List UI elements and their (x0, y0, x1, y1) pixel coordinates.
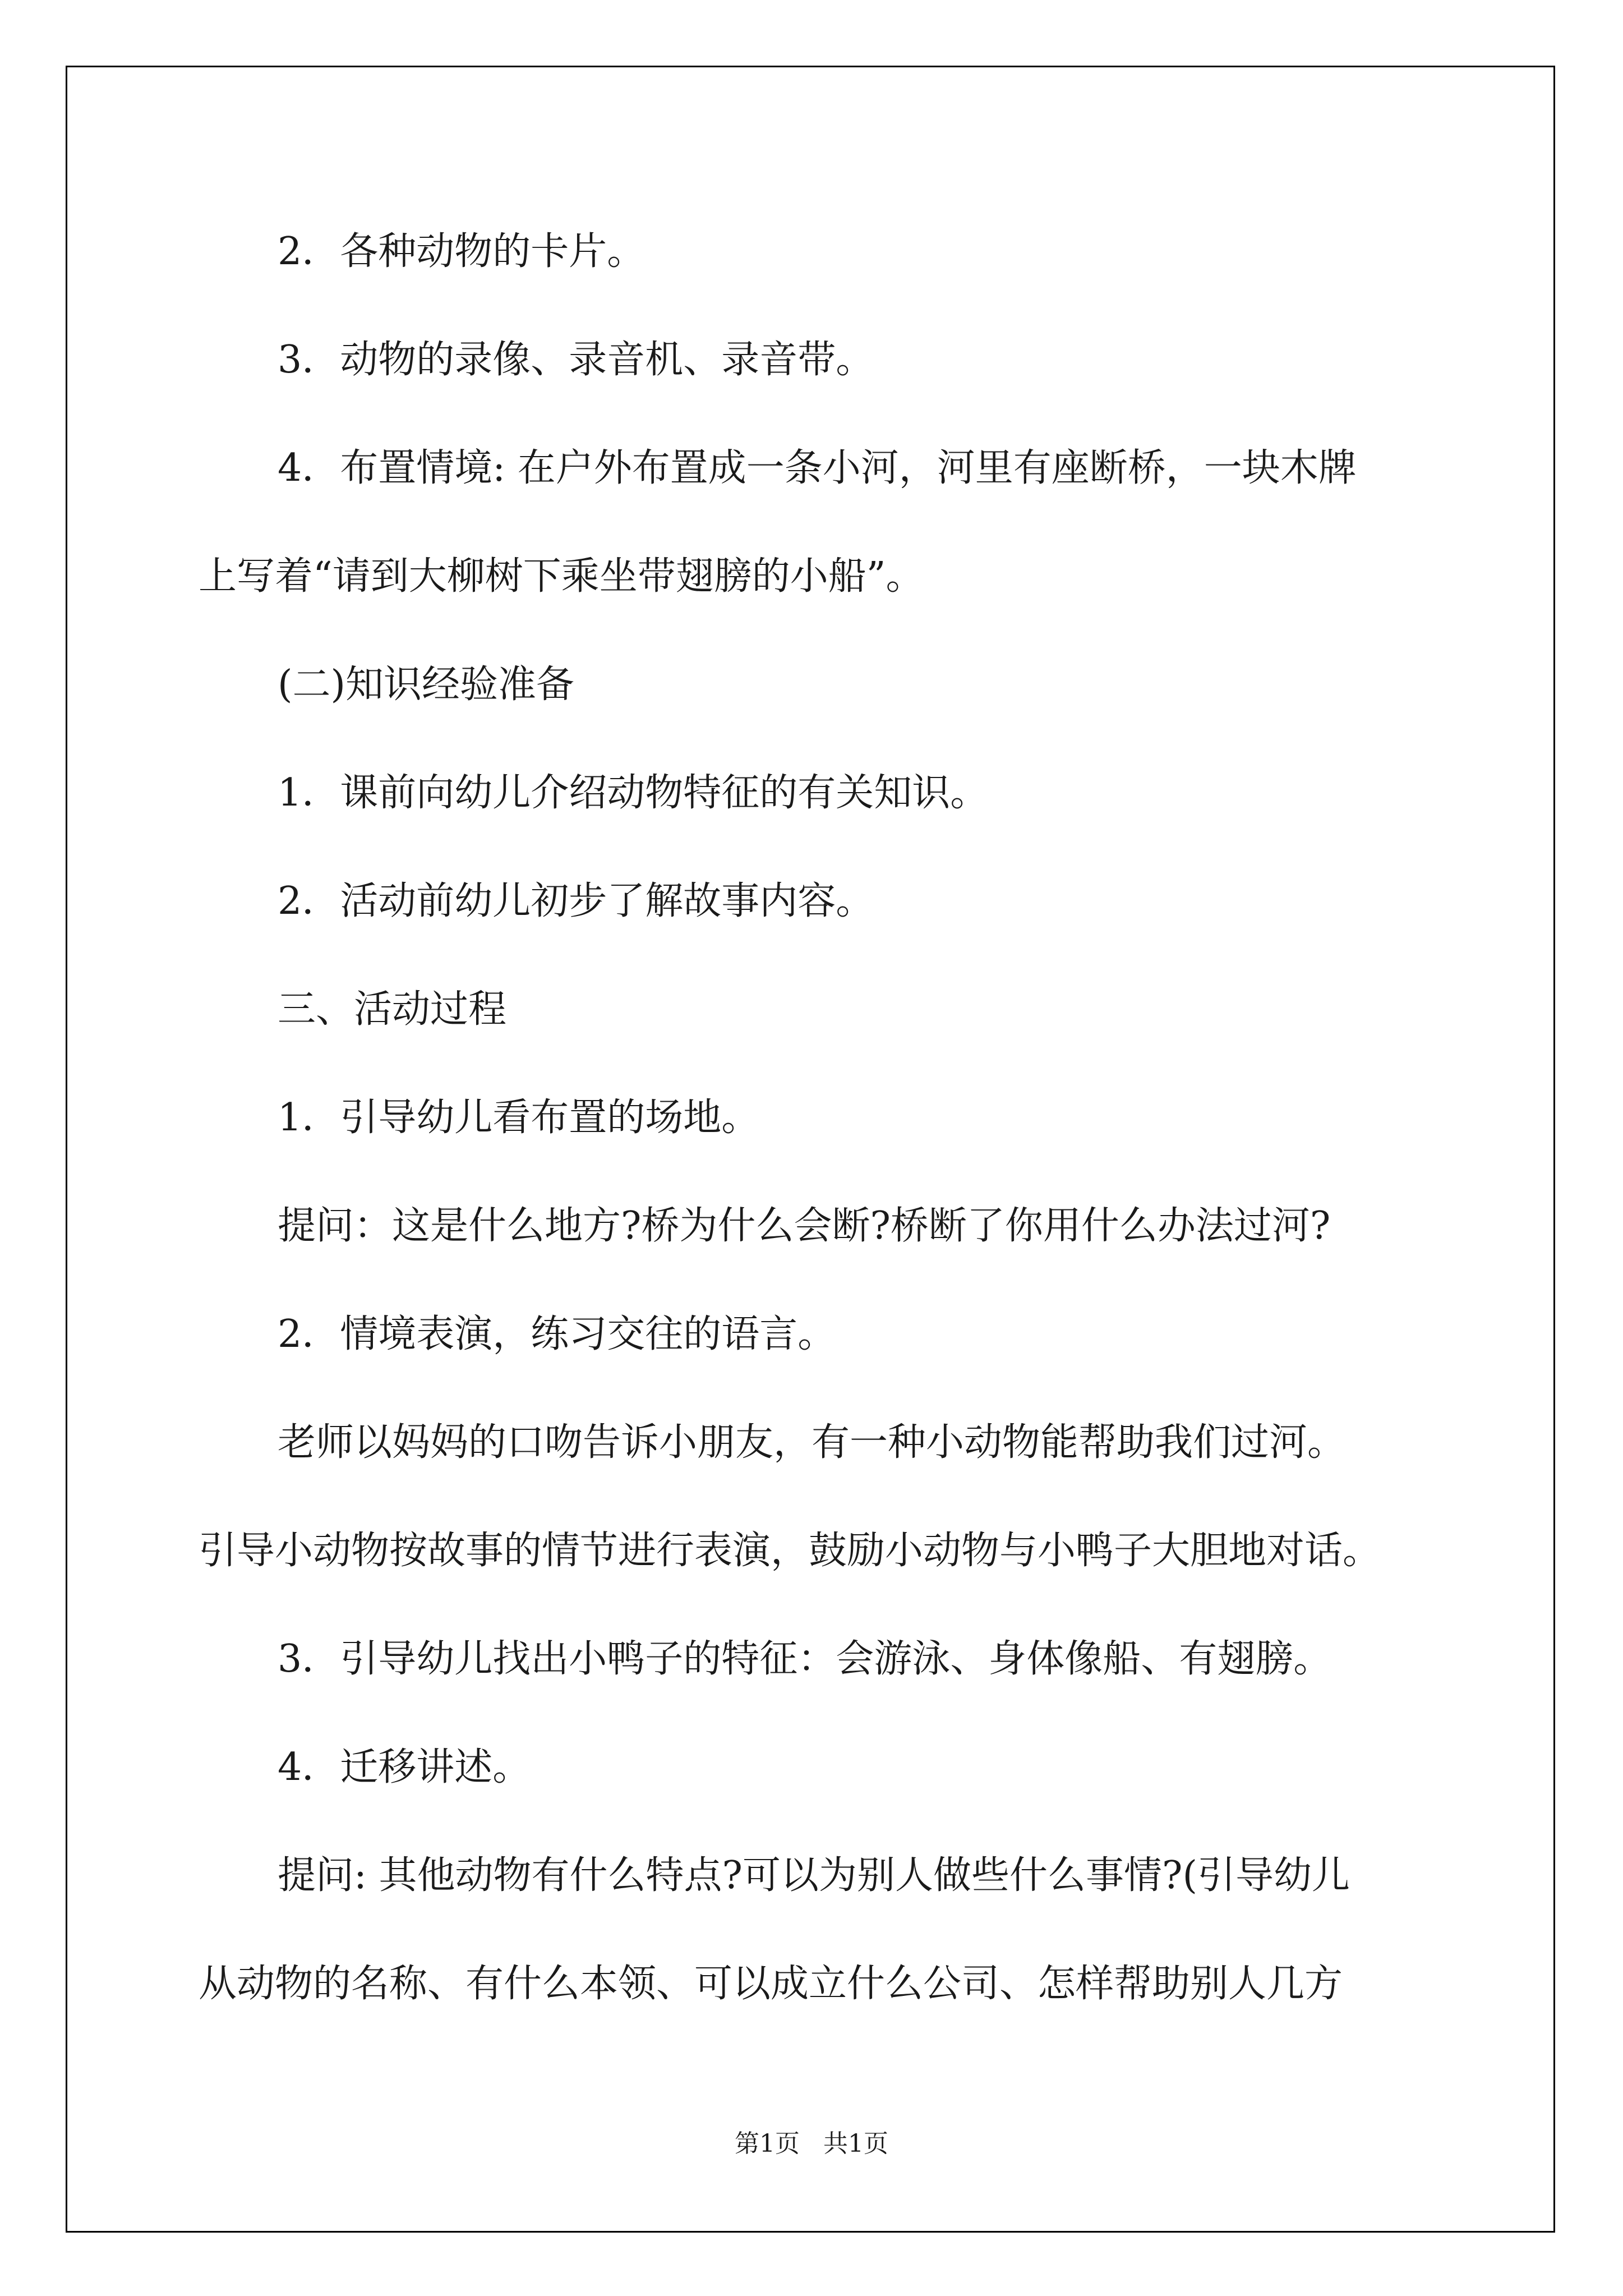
paragraph-line: 引导小动物按故事的情节进行表演，鼓励小动物与小鸭子大胆地对话。 (199, 1529, 1381, 1573)
paragraph-line: 1．课前向幼儿介绍动物特征的有关知识。 (278, 771, 989, 815)
page-border (66, 66, 1555, 2233)
paragraph-line: 老师以妈妈的口吻告诉小朋友，有一种小动物能帮助我们过河。 (278, 1420, 1346, 1465)
paragraph-line: 2．情境表演，练习交往的语言。 (278, 1312, 836, 1356)
section-heading: 三、活动过程 (278, 987, 507, 1032)
paragraph-line: 1．引导幼儿看布置的场地。 (278, 1096, 760, 1140)
paragraph-line: 从动物的名称、有什么本领、可以成立什么公司、怎样帮助别人几方 (199, 1962, 1343, 2006)
paragraph-line: 2．各种动物的卡片。 (278, 229, 645, 274)
section-heading: (二)知识经验准备 (278, 662, 575, 707)
paragraph-line: 上写着“请到大柳树下乘坐带翅膀的小船”。 (199, 554, 924, 599)
paragraph-line: 提问：这是什么地方?桥为什么会断?桥断了你用什么办法过河? (278, 1204, 1331, 1248)
paragraph-line: 4．迁移讲述。 (278, 1745, 531, 1789)
paragraph-line: 提问: 其他动物有什么特点?可以为别人做些什么事情?(引导幼儿 (278, 1853, 1350, 1898)
paragraph-line: 3．动物的录像、录音机、录音带。 (278, 338, 874, 382)
paragraph-line: 2．活动前幼儿初步了解故事内容。 (278, 879, 874, 923)
paragraph-line: 4．布置情境: 在户外布置成一条小河，河里有座断桥，一块木牌 (278, 446, 1357, 490)
page-number: 第1页 共1页 (735, 2129, 888, 2158)
paragraph-line: 3．引导幼儿找出小鸭子的特征：会游泳、身体像船、有翅膀。 (278, 1637, 1332, 1681)
